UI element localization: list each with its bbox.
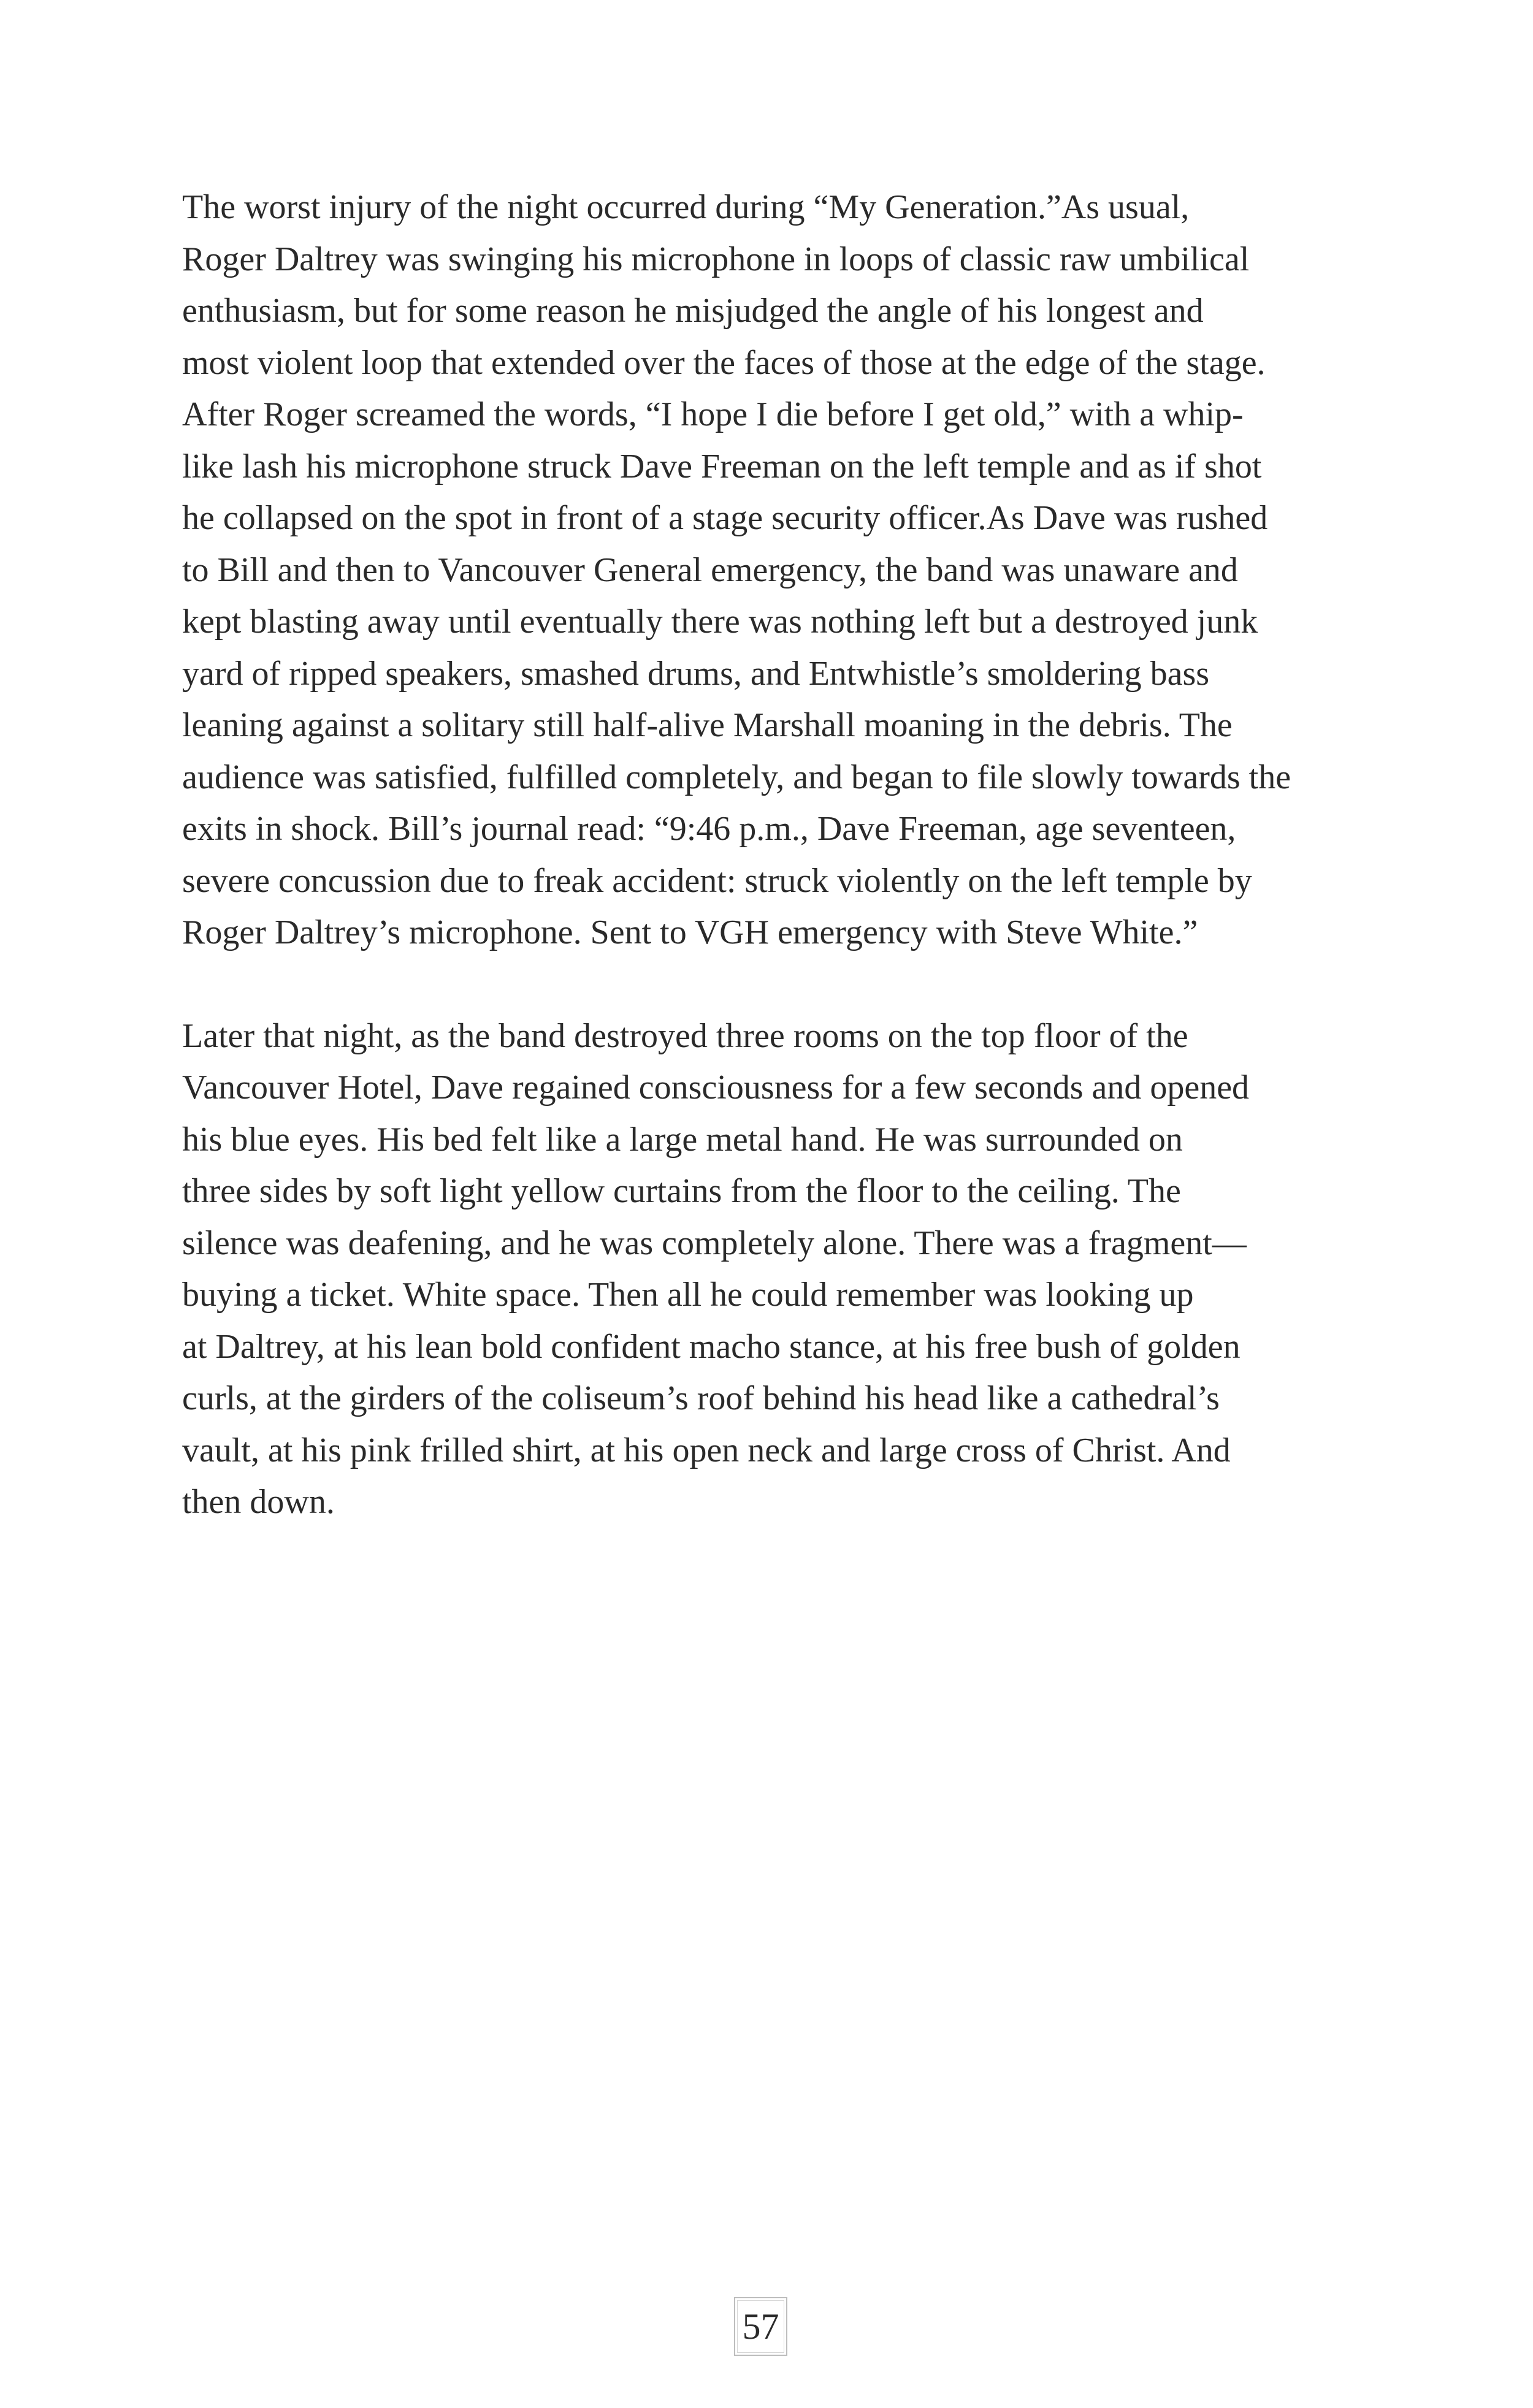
text-line: severe concussion due to freak accident: struck violently on the left temple by <box>182 861 1252 900</box>
text-line: The worst injury of the night occurred during “My Generation.”As usual, <box>182 188 1190 226</box>
text-line: then down. <box>182 1483 335 1521</box>
text-line: to Bill and then to Vancouver General emergency, the band was unaware and <box>182 551 1238 589</box>
text-line: Vancouver Hotel, Dave regained consciousness for a few seconds and opened <box>182 1069 1250 1107</box>
paragraph-1 <box>182 181 1366 959</box>
text-line: he collapsed on the spot in front of a stage security officer.As Dave was rushed <box>182 499 1268 537</box>
text-line: most violent loop that extended over the faces of those at the edge of the stage. <box>182 343 1266 382</box>
text-line: buying a ticket. White space. Then all he could remember was looking up <box>182 1276 1194 1314</box>
text-line: leaning against a solitary still half-alive Marshall moaning in the debris. The <box>182 706 1233 744</box>
text-line: Later that night, as the band destroyed three rooms on the top floor of the <box>182 1016 1188 1055</box>
page-number: 57 <box>734 2297 787 2356</box>
text-line: kept blasting away until eventually there was nothing left but a destroyed junk <box>182 603 1258 641</box>
text-line: like lash his microphone struck Dave Freeman on the left temple and as if shot <box>182 447 1262 486</box>
text-line: his blue eyes. His bed felt like a large metal hand. He was surrounded on <box>182 1120 1183 1159</box>
body-text <box>182 181 1366 1528</box>
text-line: three sides by soft light yellow curtains from the floor to the ceiling. The <box>182 1172 1181 1210</box>
text-line: silence was deafening, and he was completely alone. There was a fragment— <box>182 1224 1247 1262</box>
text-line: at Daltrey, at his lean bold confident macho stance, at his free bush of golden <box>182 1327 1241 1366</box>
paragraph-2 <box>182 1010 1366 1528</box>
text-line: vault, at his pink frilled shirt, at his open neck and large cross of Christ. And <box>182 1431 1231 1469</box>
text-line: yard of ripped speakers, smashed drums, and Entwhistle’s smoldering bass <box>182 654 1210 693</box>
paragraph-spacer <box>182 959 1366 1010</box>
text-line: enthusiasm, but for some reason he misjudged the angle of his longest and <box>182 292 1204 330</box>
text-line: Roger Daltrey’s microphone. Sent to VGH emergency with Steve White.” <box>182 913 1198 951</box>
text-line: curls, at the girders of the coliseum’s roof behind his head like a cathedral’s <box>182 1379 1220 1417</box>
text-line: Roger Daltrey was swinging his microphone in loops of classic raw umbilical <box>182 240 1250 278</box>
text-line: exits in shock. Bill’s journal read: “9:46 p.m., Dave Freeman, age seventeen, <box>182 810 1236 848</box>
text-line: audience was satisfied, fulfilled completely, and began to file slowly towards the <box>182 758 1291 796</box>
text-line: After Roger screamed the words, “I hope I die before I get old,” with a whip- <box>182 395 1244 433</box>
